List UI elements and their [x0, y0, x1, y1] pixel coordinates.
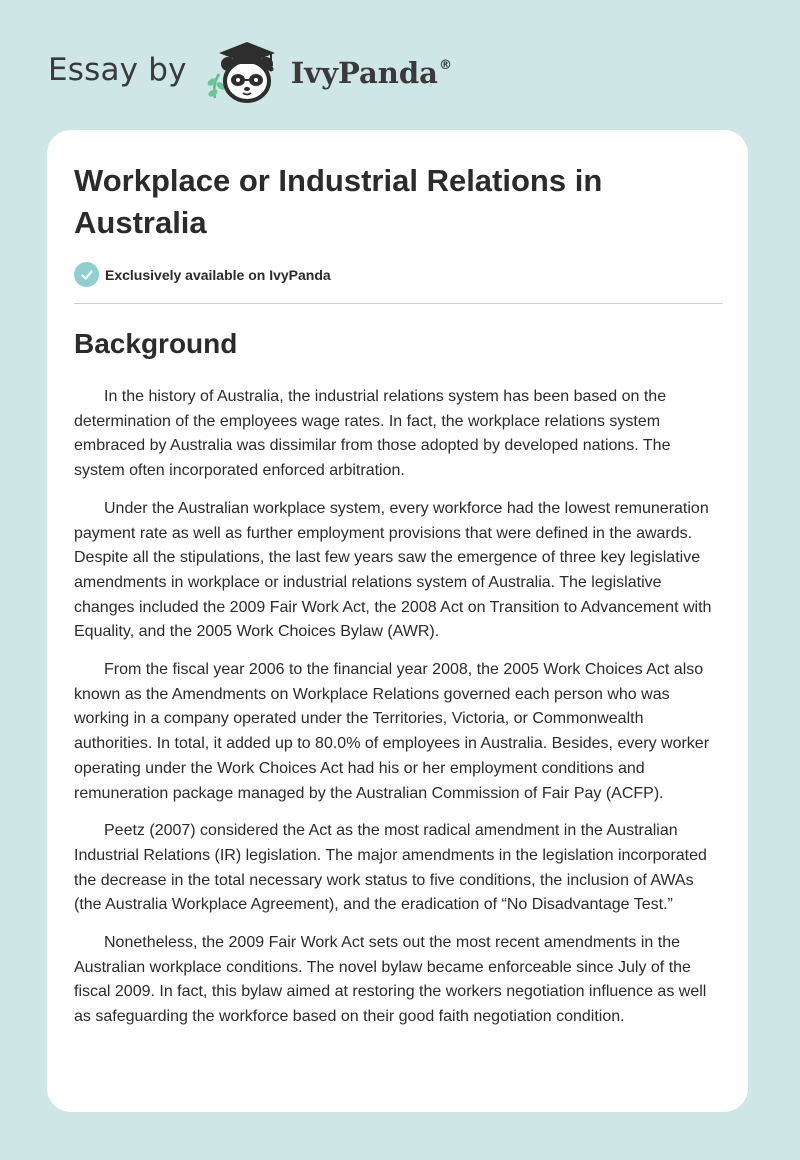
paragraph: Peetz (2007) considered the Act as the most radical amendment in the Australian Industrial Relations (IR) legislation. The major amendments in the legislation incorporated the decrease in the total necessary work status to five conditions, the inclusion of AWAs (the Australia Workplace Agreement), and the eradication of “No Disadvantage Test.”	[74, 822, 707, 914]
paragraph: From the fiscal year 2006 to the financial year 2008, the 2005 Work Choices Act also known as the Amendments on Workplace Relations governed each person who was working in a company operated under the Territories, Victoria, or Commonwealth authorities. In total, it added up to 80.0% of employees in Australia. Besides, every worker operating under the Work Choices Act had his or her employment conditions and remuneration package managed by the Australian Commission of Fair Pay (ACFP).	[74, 661, 710, 802]
essay-card	[47, 130, 748, 1112]
check-badge-icon	[74, 262, 99, 287]
brand-name-text: IvyPanda	[290, 56, 438, 90]
brand-name	[291, 56, 452, 90]
exclusive-label: Exclusively available on IvyPanda	[105, 266, 331, 283]
paragraph: Nonetheless, the 2009 Fair Work Act sets out the most recent amendments in the Australian workplace conditions. The novel bylaw became enforceable since July of the fiscal 2009. In fact, this bylaw aimed at restoring the workers negotiation influence as well as safeguarding the workforce based on their good faith negotiation condition.	[74, 934, 707, 1026]
paragraph: In the history of Australia, the industrial relations system has been based on the determination of the employees wage rates. In fact, the workplace relations system embraced by Australia was dissimilar from those adopted by developed nations. The system often incorporated enforced arbitration.	[74, 388, 671, 480]
panda-graduate-logo-icon	[203, 36, 287, 108]
exclusive-badge	[74, 262, 331, 287]
title-divider	[74, 303, 723, 304]
brand-header[interactable]	[48, 36, 452, 108]
essay-title: Workplace or Industrial Relations in Australia	[74, 163, 603, 240]
brand-prefix: Essay by	[48, 52, 187, 88]
section-heading: Background	[74, 328, 238, 359]
essay-body	[74, 385, 724, 1043]
registered-mark: ®	[438, 58, 452, 73]
paragraph: Under the Australian workplace system, every workforce had the lowest remuneration payment rate as well as further employment provisions that were defined in the awards. Despite all the stipulations, the last few years saw the emergence of three key legislative amendments in workplace or industrial relations system of Australia. The legislative changes included the 2009 Fair Work Act, the 2008 Act on Transition to Advancement with Equality, and the 2005 Work Choices Bylaw (AWR).	[74, 499, 712, 641]
checkmark-icon	[80, 268, 94, 282]
